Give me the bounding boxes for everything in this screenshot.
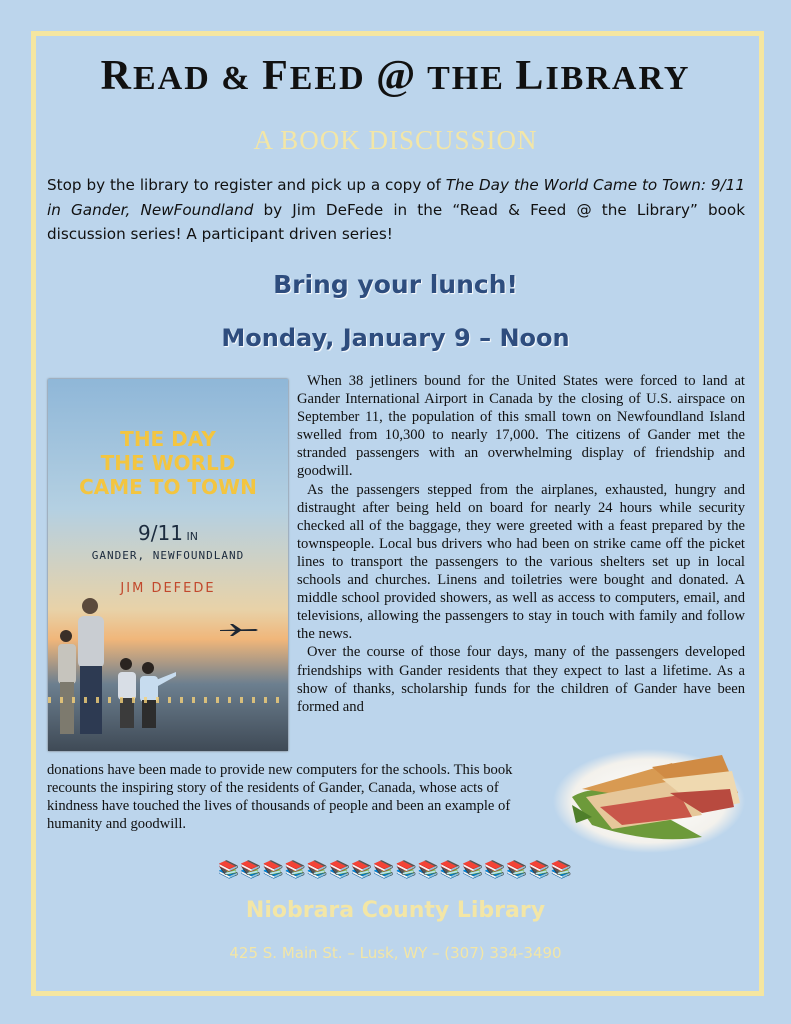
lunch-heading: Bring your lunch! (273, 270, 518, 299)
sandwich-image (552, 745, 747, 853)
event-date: Monday, January 9 – Noon (221, 324, 570, 352)
runway-lights (48, 697, 288, 703)
subtitle: A BOOK DISCUSSION (253, 125, 538, 155)
book-cover (48, 379, 288, 751)
book-title: The Day the World Came to Town: 9/11 in Gander, NewFoundland (47, 176, 745, 219)
airplane-icon (218, 623, 258, 637)
cover-place: GANDER, NEWFOUNDLAND (91, 549, 245, 562)
description-paragraph-1: When 38 jetliners bound for the United States were forced to land at Gander International Airport in Canada by the closing of U.S. airspace on September 11, the population of this small town on Newfoundland Island swelled from 10,300 to nearly 17,000. The citizens of Gander met the stranded passengers with an overwhelming display of friendship and goodwill. (297, 373, 745, 480)
description-continuation: donations have been made to provide new computers for the schools. This book recounts the inspiring story of the residents of Gander, Canada, whose acts of kindness have touched the lives of thousands of people and been an example of humanity and goodwill. (47, 762, 513, 833)
intro-paragraph: Stop by the library to register and pick up a copy of The Day the World Came to Town: 9/11 in Gander, NewFoundland by Jim DeFede in the “Read & Feed @ the Library” book discussion series! A participant driven series! (47, 176, 745, 243)
description-paragraph-2: As the passengers stepped from the airplanes, exhausted, hungry and distraught after being held on board for nearly 24 hours while security checked all of the baggage, they were greeted with a feast prepared by the townspeople. Local bus drivers who had been on strike came off the picket lines to transport the passengers to the various shelters set up in local schools and churches. Linens and toiletries were bought and donated. A middle school provided showers, as well as access to computers, email, and televisions, allowing the passengers to stay in touch with family and follow the news. (297, 481, 745, 643)
cover-author: JIM DEFEDE (120, 581, 216, 596)
library-name: Niobrara County Library (245, 898, 546, 923)
page-title: READ & FEED @ THE LIBRARY (100, 53, 691, 99)
library-address: 425 S. Main St. – Lusk, WY – (307) 334-3490 (229, 944, 562, 962)
book-description (297, 372, 745, 716)
books-divider: 📚📚📚📚📚📚📚📚📚📚📚📚📚📚📚📚 (218, 860, 573, 879)
cover-title: THE DAY THE WORLD CAME TO TOWN (79, 427, 257, 499)
description-paragraph-3: Over the course of those four days, many of the passengers developed friendships with Gander residents that they expect to last a lifetime. As a show of thanks, scholarship funds for the children of Gander have been formed and (297, 644, 745, 715)
cover-subtitle: 9/11 IN (138, 521, 198, 545)
family-silhouette (48, 594, 188, 751)
